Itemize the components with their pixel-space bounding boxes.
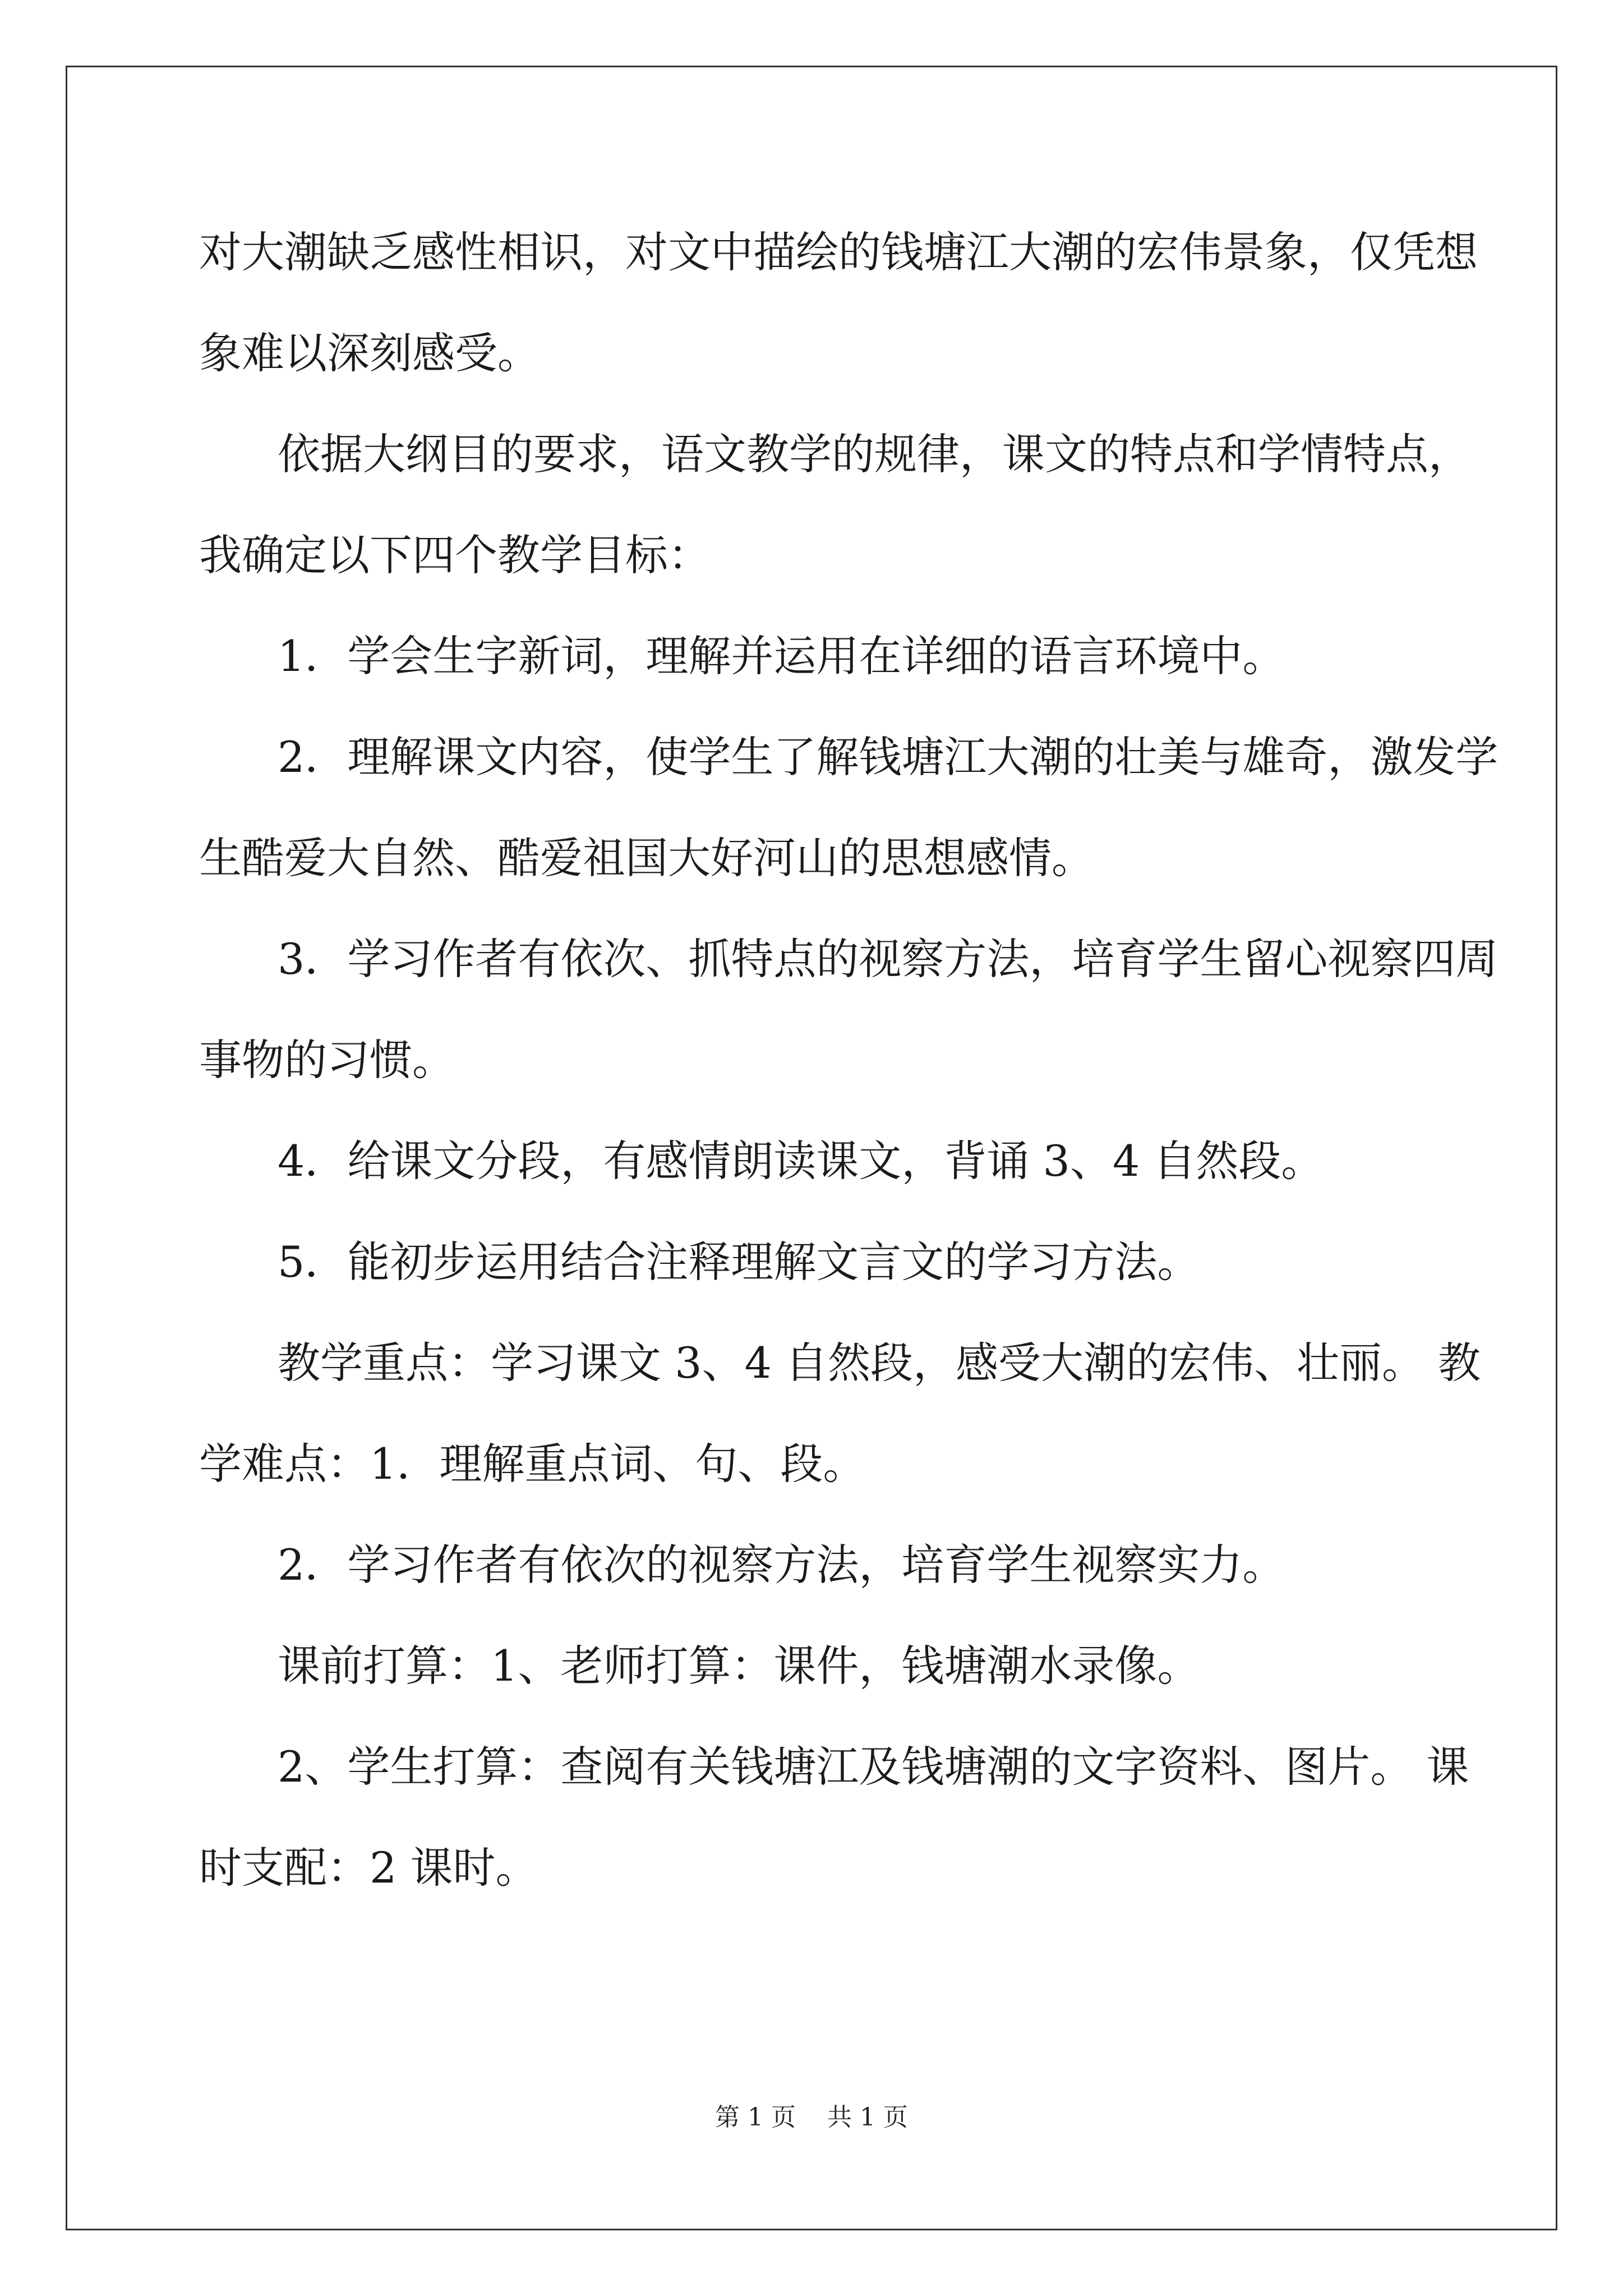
text-line: 时支配：2 课时。 bbox=[199, 1843, 538, 1893]
text-line: 3．学习作者有依次、抓特点的视察方法，培育学生留心视察四周 bbox=[278, 934, 1498, 984]
text-line: 我确定以下四个教学目标： bbox=[199, 530, 711, 580]
text-line: 课前打算：1、老师打算：课件，钱塘潮水录像。 bbox=[278, 1641, 1200, 1691]
text-line: 教学重点：学习课文 3、4 自然段，感受大潮的宏伟、壮丽。 教 bbox=[278, 1338, 1481, 1388]
text-line: 4．给课文分段，有感情朗读课文，背诵 3、4 自然段。 bbox=[278, 1136, 1324, 1186]
text-line: 事物的习惯。 bbox=[199, 1035, 455, 1085]
text-line: 5．能初步运用结合注释理解文言文的学习方法。 bbox=[278, 1237, 1200, 1287]
text-line: 2．理解课文内容，使学生了解钱塘江大潮的壮美与雄奇，激发学 bbox=[278, 732, 1498, 782]
text-line: 1．学会生字新词，理解并运用在详细的语言环境中。 bbox=[278, 631, 1285, 681]
text-line: 学难点：1．理解重点词、句、段。 bbox=[199, 1439, 866, 1489]
text-line: 2．学习作者有依次的视察方法，培育学生视察实力。 bbox=[278, 1540, 1285, 1590]
text-line: 2、学生打算：查阅有关钱塘江及钱塘潮的文字资料、图片。 课 bbox=[278, 1742, 1469, 1792]
text-line: 依据大纲目的要求，语文教学的规律，课文的特点和学情特点， bbox=[278, 429, 1471, 479]
text-line: 对大潮缺乏感性相识，对文中描绘的钱塘江大潮的宏伟景象，仅凭想 bbox=[199, 227, 1478, 277]
text-line: 象难以深刻感受。 bbox=[199, 328, 540, 378]
text-line: 生酷爱大自然、酷爱祖国大好河山的思想感情。 bbox=[199, 833, 1094, 883]
page-footer: 第 1 页 共 1 页 bbox=[715, 2103, 908, 2132]
